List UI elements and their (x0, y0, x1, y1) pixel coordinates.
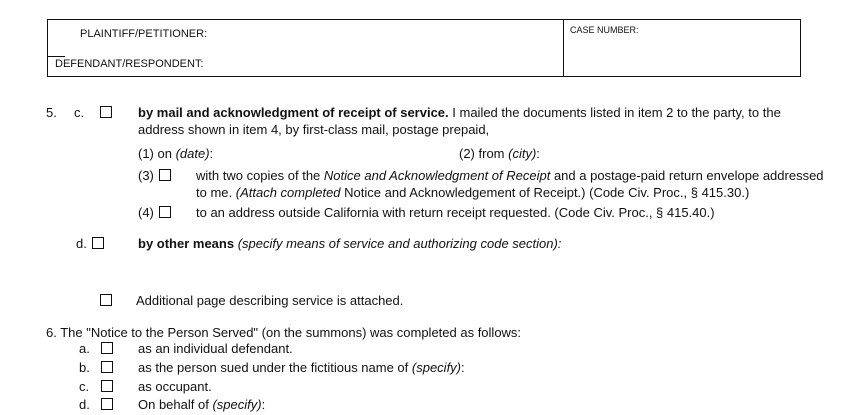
item6a-checkbox[interactable] (101, 342, 113, 354)
item5c-text1: I mailed the documents listed in item 2 to the party, to the (448, 105, 781, 120)
item5c-text-line1 (138, 105, 781, 120)
item6d-letter: d. (79, 397, 90, 412)
item6d-text-main: On behalf of (138, 397, 213, 412)
item6a-letter: a. (79, 341, 90, 356)
on-date-label (138, 146, 213, 161)
item5c-text2: address shown in item 4, by first-class mail, postage prepaid, (138, 122, 490, 137)
from-city-italic: (city) (508, 146, 537, 161)
item6c-checkbox[interactable] (101, 380, 113, 392)
item6d-italic: (specify) (212, 397, 262, 412)
item6b-letter: b. (79, 360, 90, 375)
item5d-text (138, 236, 561, 251)
defendant-label: DEFENDANT/RESPONDENT: (55, 58, 204, 70)
additional-page-text: Additional page describing service is attached. (136, 293, 404, 308)
item6b-italic: (specify) (411, 360, 462, 375)
opt3-line2-italic: (Attach completed (235, 185, 341, 200)
item5c-letter: c. (74, 105, 85, 120)
item5-number: 5. (46, 105, 57, 120)
header-stub-line (48, 56, 65, 57)
additional-page-checkbox[interactable] (100, 294, 112, 306)
opt3-line2-a: to me. (196, 185, 236, 200)
opt4-label: (4) (138, 205, 154, 220)
item5d-bold: by other means (138, 236, 235, 251)
opt3-line1-a: with two copies of the (196, 168, 324, 183)
on-date-prefix: (1) on (138, 146, 176, 161)
plaintiff-label: PLAINTIFF/PETITIONER: (80, 28, 208, 40)
opt3-line1 (196, 168, 824, 183)
opt3-checkbox[interactable] (159, 169, 171, 181)
item6-heading: 6. The "Notice to the Person Served" (on the summons) was completed as follows: (46, 325, 522, 340)
item6d-suffix: : (261, 397, 266, 412)
item5c-bold: by mail and acknowledgment of receipt of service. (138, 105, 449, 120)
opt3-line2-b: Notice and Acknowledgement of Receipt.) (Code Civ. Proc., § 415.30.) (340, 185, 750, 200)
item5d-letter: d. (76, 236, 87, 251)
opt3-line1-italic: Notice and Acknowledgment of Receipt (323, 168, 551, 183)
from-city-prefix: (2) from (459, 146, 509, 161)
item6b-text-main: as the person sued under the fictitious name of (138, 360, 412, 375)
on-date-suffix: : (209, 146, 214, 161)
item6a-text: as an individual defendant. (138, 341, 293, 356)
opt3-line1-b: and a postage-paid return envelope addressed (550, 168, 824, 183)
opt4-text: to an address outside California with return receipt requested. (Code Civ. Proc., § 415.40.) (196, 205, 715, 220)
opt3-line2 (196, 185, 749, 200)
case-number-label: CASE NUMBER: (570, 25, 639, 35)
item6b-text (138, 360, 465, 375)
item5d-italic: (specify means of service and authorizing code section): (234, 236, 562, 251)
item6d-text (138, 397, 265, 412)
opt3-label: (3) (138, 168, 154, 183)
on-date-italic: (date) (175, 146, 210, 161)
item6c-letter: c. (79, 379, 90, 394)
header-divider (563, 19, 564, 77)
from-city-label (459, 146, 540, 161)
item6c-text: as occupant. (138, 379, 212, 394)
item6b-checkbox[interactable] (101, 361, 113, 373)
item6b-suffix: : (461, 360, 465, 375)
item6d-checkbox[interactable] (101, 398, 113, 410)
from-city-suffix: : (536, 146, 540, 161)
opt4-checkbox[interactable] (159, 206, 171, 218)
item5d-checkbox[interactable] (92, 237, 104, 249)
item5c-checkbox[interactable] (100, 106, 112, 118)
